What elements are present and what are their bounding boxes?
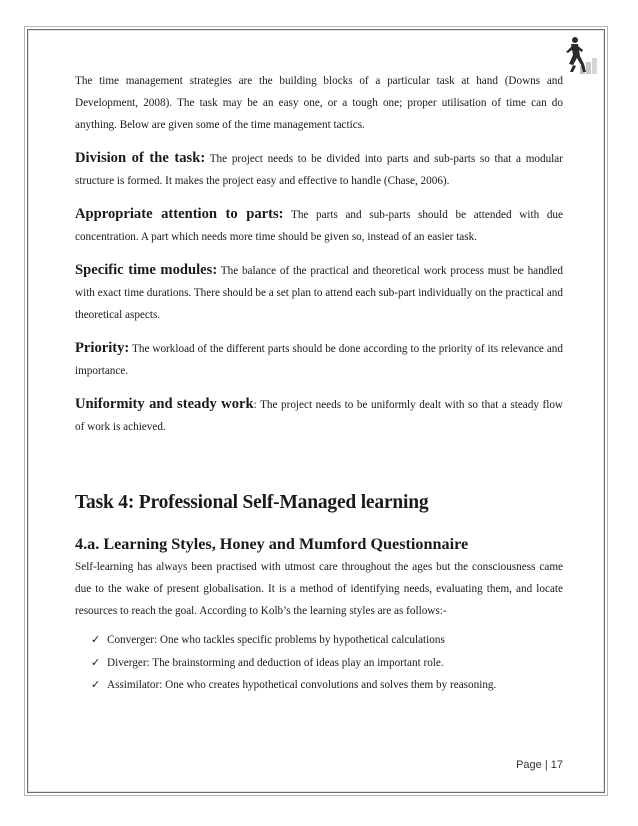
tactic-heading: Specific time modules: bbox=[75, 262, 218, 278]
section-subheading: 4.a. Learning Styles, Honey and Mumford Questionnaire bbox=[75, 535, 469, 553]
checkmark-icon: ✓ bbox=[91, 655, 101, 669]
list-item-text: Assimilator: One who creates hypothetical convolutions and solves them by reasoning. bbox=[107, 679, 497, 691]
checkmark-icon: ✓ bbox=[91, 633, 101, 646]
page-number: Page | 17 bbox=[516, 759, 563, 771]
list-item bbox=[91, 629, 563, 652]
tactic-text: The balance of the practical and theoretical work process must be handled with exact time durations. There should be a set plan to attend each sub-part individually on the practical and theoretical aspects. bbox=[75, 265, 563, 321]
tactic-heading: Uniformity and steady work bbox=[75, 396, 254, 412]
tactic-priority bbox=[75, 337, 563, 382]
tactic-text: The project needs to be divided into parts and sub-parts so that a modular structure is formed. It makes the project easy and effective to handle (Chase, 2006). bbox=[75, 153, 563, 187]
tactic-text: The workload of the different parts should be done according to the priority of its relevance and importance. bbox=[75, 343, 563, 377]
list-item bbox=[91, 674, 563, 697]
tactic-text: The parts and sub-parts should be attended with due concentration. A part which needs more time should be given so, instead of an easier task. bbox=[75, 209, 563, 243]
task-heading: Task 4: Professional Self-Managed learning bbox=[75, 492, 429, 513]
tactic-uniformity bbox=[75, 393, 563, 438]
tactic-heading: Priority: bbox=[75, 340, 130, 356]
list-item-text: Converger: One who tackles specific problems by hypothetical calculations bbox=[107, 634, 445, 646]
tactic-text: : The project needs to be uniformly dealt with so that a steady flow of work is achieved. bbox=[75, 399, 564, 433]
tactic-heading: Appropriate attention to parts: bbox=[75, 206, 284, 222]
tactic-heading: Division of the task: bbox=[75, 150, 206, 166]
tactic-attention bbox=[75, 203, 563, 248]
checkmark-icon: ✓ bbox=[91, 678, 101, 691]
list-item bbox=[91, 652, 563, 675]
learning-styles-list bbox=[91, 629, 563, 697]
tactic-division bbox=[75, 147, 563, 192]
learning-paragraph: Self-learning has always been practised with utmost care throughout the ages but the consciousness came due to the wake of present globalisation. It is a method of identifying needs, evaluating them, and locate resources to reach the goal. According to Kolb’s the learning styles are as follows:- bbox=[75, 561, 563, 617]
list-item-text: Diverger: The brainstorming and deduction of ideas play an important role. bbox=[107, 656, 444, 669]
page-content bbox=[75, 70, 563, 697]
intro-paragraph: The time management strategies are the building blocks of a particular task at hand (Downs and Development, 2008). The task may be an easy one, or a tough one; proper utilisation of time can do anything. Below are given some of the time management tactics. bbox=[75, 75, 563, 131]
tactic-time-modules bbox=[75, 259, 563, 326]
